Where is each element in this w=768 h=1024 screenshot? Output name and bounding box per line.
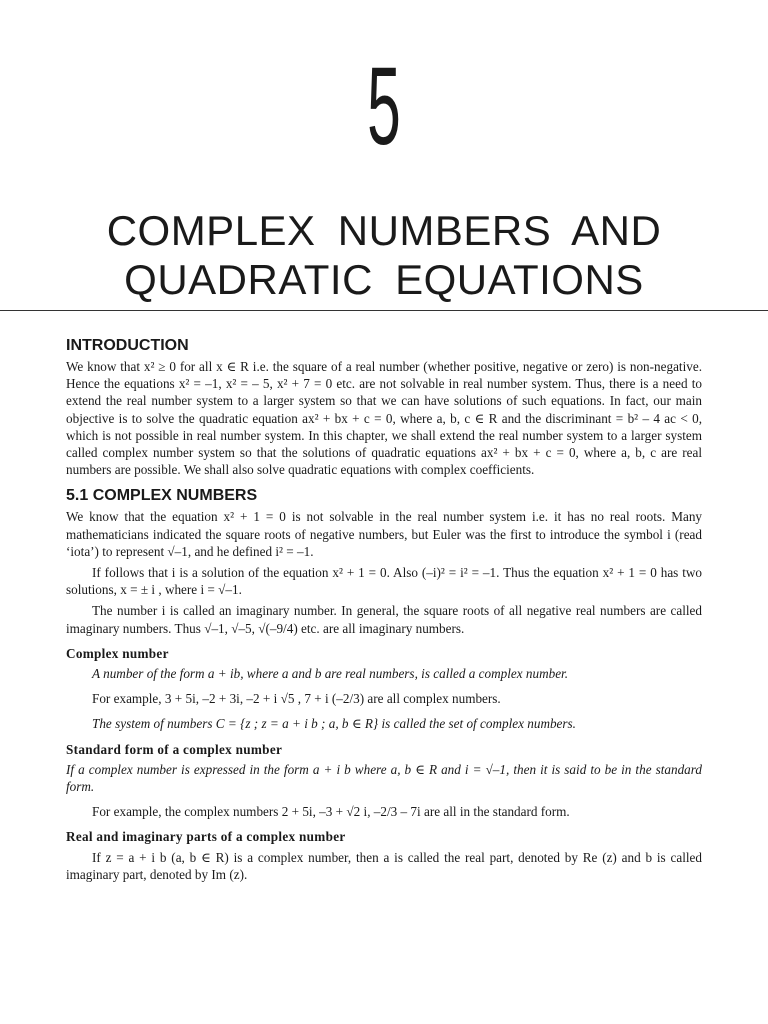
section-5-1-paragraph-2: If follows that i is a solution of the equation x² + 1 = 0. Also (–i)² = i² = –1. Thus the equation x² + 1 = 0 has two solutions, x = ± i , where i = √–1.: [66, 565, 702, 598]
page-body: [66, 336, 702, 883]
real-imaginary-parts-paragraph: If z = a + i b (a, b ∈ R) is a complex number, then a is called the real part, denoted by Re (z) and b is called imaginary part, denoted by Im (z).: [66, 849, 702, 882]
complex-number-heading: Complex number: [66, 645, 169, 661]
chapter-number: 5: [367, 45, 401, 168]
complex-number-set: The system of numbers C = {z ; z = a + i b ; a, b ∈ R} is called the set of complex numbers.: [92, 716, 576, 732]
title-divider: [0, 310, 768, 311]
real-imaginary-parts-heading: Real and imaginary parts of a complex number: [66, 829, 346, 845]
section-5-1-paragraph-1: We know that the equation x² + 1 = 0 is not solvable in the real number system i.e. it has no real roots. Many mathematicians indicated the square roots of negative numbers, but Euler was the first to introduce the symbol i (read ‘iota’) to represent √–1, and he defined i² = –1.: [66, 509, 702, 559]
intro-heading: INTRODUCTION: [66, 337, 189, 354]
section-5-1-paragraph-3: The number i is called an imaginary number. In general, the square roots of all negative real numbers are called imaginary numbers. Thus √–1, √–5, √(–9/4) etc. are all imaginary numbers.: [66, 603, 702, 636]
chapter-title: [0, 206, 768, 304]
standard-form-example: For example, the complex numbers 2 + 5i, –3 + √2 i, –2/3 – 7i are all in the standard form.: [92, 804, 570, 820]
chapter-title-line2: QUADRATIC EQUATIONS: [124, 256, 644, 303]
chapter-title-line1: COMPLEX NUMBERS AND: [106, 207, 662, 254]
standard-form-definition: If a complex number is expressed in the form a + i b where a, b ∈ R and i = √–1, then it is said to be in the standard form.: [66, 761, 702, 795]
standard-form-heading: Standard form of a complex number: [66, 741, 283, 757]
section-heading-5-1: 5.1 COMPLEX NUMBERS: [66, 487, 258, 505]
complex-number-definition: A number of the form a + ib, where a and b are real numbers, is called a complex number.: [92, 666, 569, 682]
intro-paragraph: We know that x² ≥ 0 for all x ∈ R i.e. the square of a real number (whether positive, negative or zero) is non-negative. Hence the equations x² = –1, x² = – 5, x² + 7 = 0 etc. are not solvable in real number system. Thus, there is a need to extend the real number system to a larger system so that we can have solutions of such equations. In fact, our main objective is to solve the quadratic equation ax² + bx + c = 0, where a, b, c ∈ R and the discriminant = b² – 4 ac < 0, which is not possible in real number system. In this chapter, we shall extend the real number system to a larger system called complex number system so that the solutions of quadratic equations ax² + bx + c = 0, where a, b, c are real numbers are possible. We shall also solve quadratic equations with complex coefficients.: [66, 359, 702, 478]
complex-number-example: For example, 3 + 5i, –2 + 3i, –2 + i √5 , 7 + i (–2/3) are all complex numbers.: [92, 691, 501, 707]
